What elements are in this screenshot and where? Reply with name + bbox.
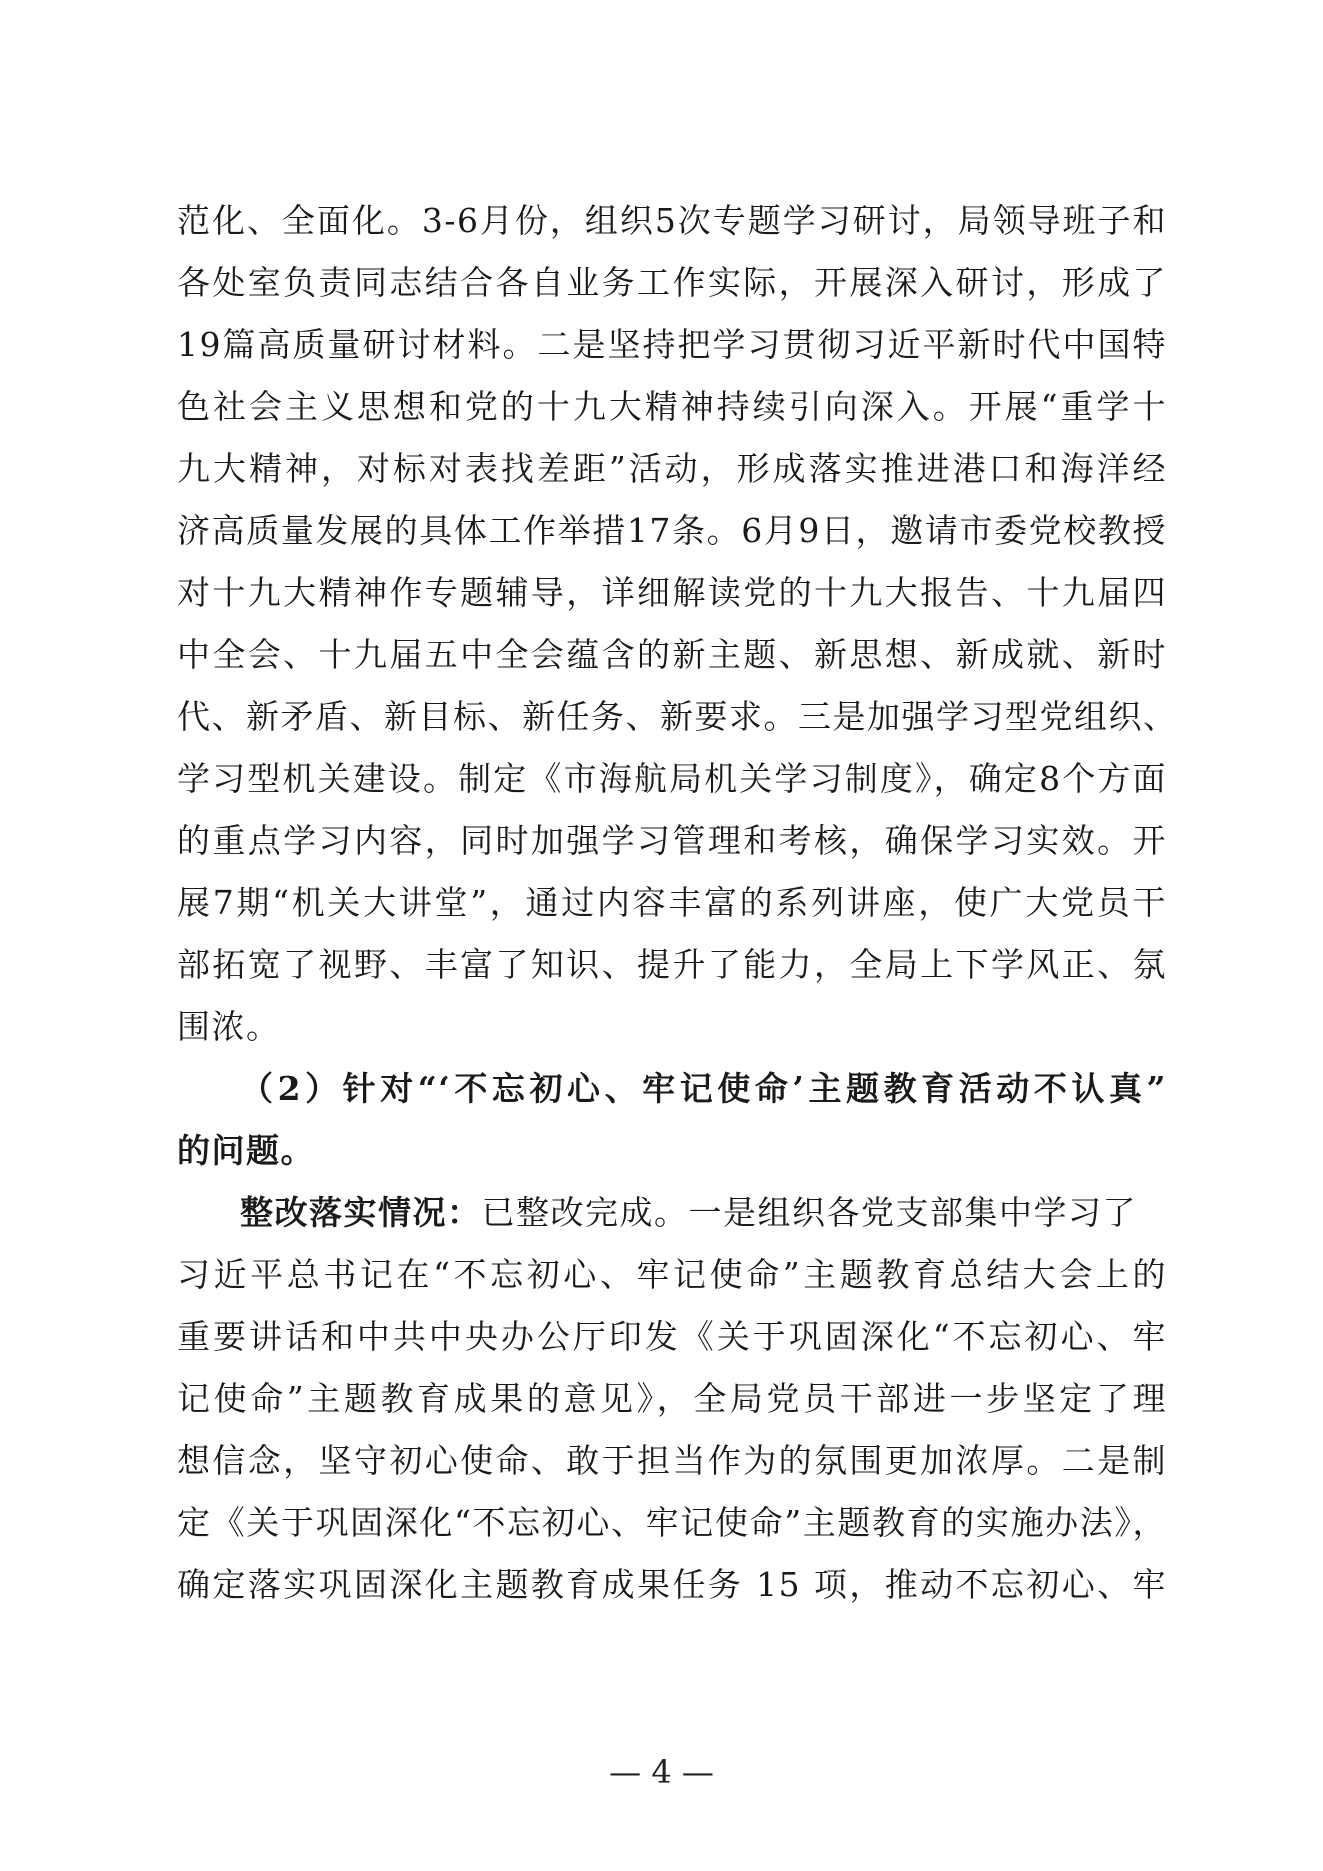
paragraph-line: 展7期“机关大讲堂”，通过内容丰富的系列讲座，使广大党员干	[177, 883, 1167, 922]
section-heading-line: 的问题。	[177, 1131, 315, 1170]
paragraph-line: 色社会主义思想和党的十九大精神持续引向深入。开展“重学十	[177, 387, 1167, 426]
paragraph-line: 定《关于巩固深化“不忘初心、牢记使命”主题教育的实施办法》，	[177, 1503, 1167, 1542]
paragraph-line: 对十九大精神作专题辅导，详细解读党的十九大报告、十九届四	[177, 573, 1167, 612]
paragraph-line: 九大精神，对标对表找差距”活动，形成落实推进港口和海洋经	[177, 449, 1167, 488]
rectification-label: 整改落实情况：	[240, 1193, 482, 1232]
paragraph-line: 记使命”主题教育成果的意见》，全局党员干部进一步坚定了理	[177, 1379, 1167, 1418]
paragraph-line: 范化、全面化。3-6月份，组织5次专题学习研讨，局领导班子和	[177, 201, 1167, 240]
paragraph-line: 部拓宽了视野、丰富了知识、提升了能力，全局上下学风正、氛	[177, 945, 1167, 984]
paragraph-line: 代、新矛盾、新目标、新任务、新要求。三是加强学习型党组织、	[177, 697, 1178, 736]
paragraph-line: 的重点学习内容，同时加强学习管理和考核，确保学习实效。开	[177, 821, 1167, 860]
paragraph-line: 习近平总书记在“不忘初心、牢记使命”主题教育总结大会上的	[177, 1255, 1167, 1294]
paragraph-line: 各处室负责同志结合各自业务工作实际，开展深入研讨，形成了	[177, 263, 1167, 302]
paragraph-line: 济高质量发展的具体工作举措17条。6月9日，邀请市委党校教授	[177, 511, 1167, 550]
paragraph-line: 确定落实巩固深化主题教育成果任务 15 项，推动不忘初心、牢	[177, 1565, 1167, 1604]
paragraph-line: 19篇高质量研讨材料。二是坚持把学习贯彻习近平新时代中国特	[177, 325, 1167, 364]
paragraph-line: 想信念，坚守初心使命、敢于担当作为的氛围更加浓厚。二是制	[177, 1441, 1167, 1480]
section-heading-line: （2）针对“‘不忘初心、牢记使命’主题教育活动不认真”	[240, 1069, 1167, 1108]
paragraph-line: 重要讲话和中共中央办公厅印发《关于巩固深化“不忘初心、牢	[177, 1317, 1167, 1356]
paragraph-line: 中全会、十九届五中全会蕴含的新主题、新思想、新成就、新时	[177, 635, 1167, 674]
paragraph-line: 围浓。	[177, 1007, 281, 1046]
rectification-first-line	[240, 1188, 1167, 1238]
rectification-first-text: 已整改完成。一是组织各党支部集中学习了	[481, 1193, 1137, 1232]
paragraph-line: 学习型机关建设。制定《市海航局机关学习制度》，确定8个方面	[177, 759, 1167, 798]
page-number: — 4 —	[609, 1753, 714, 1791]
